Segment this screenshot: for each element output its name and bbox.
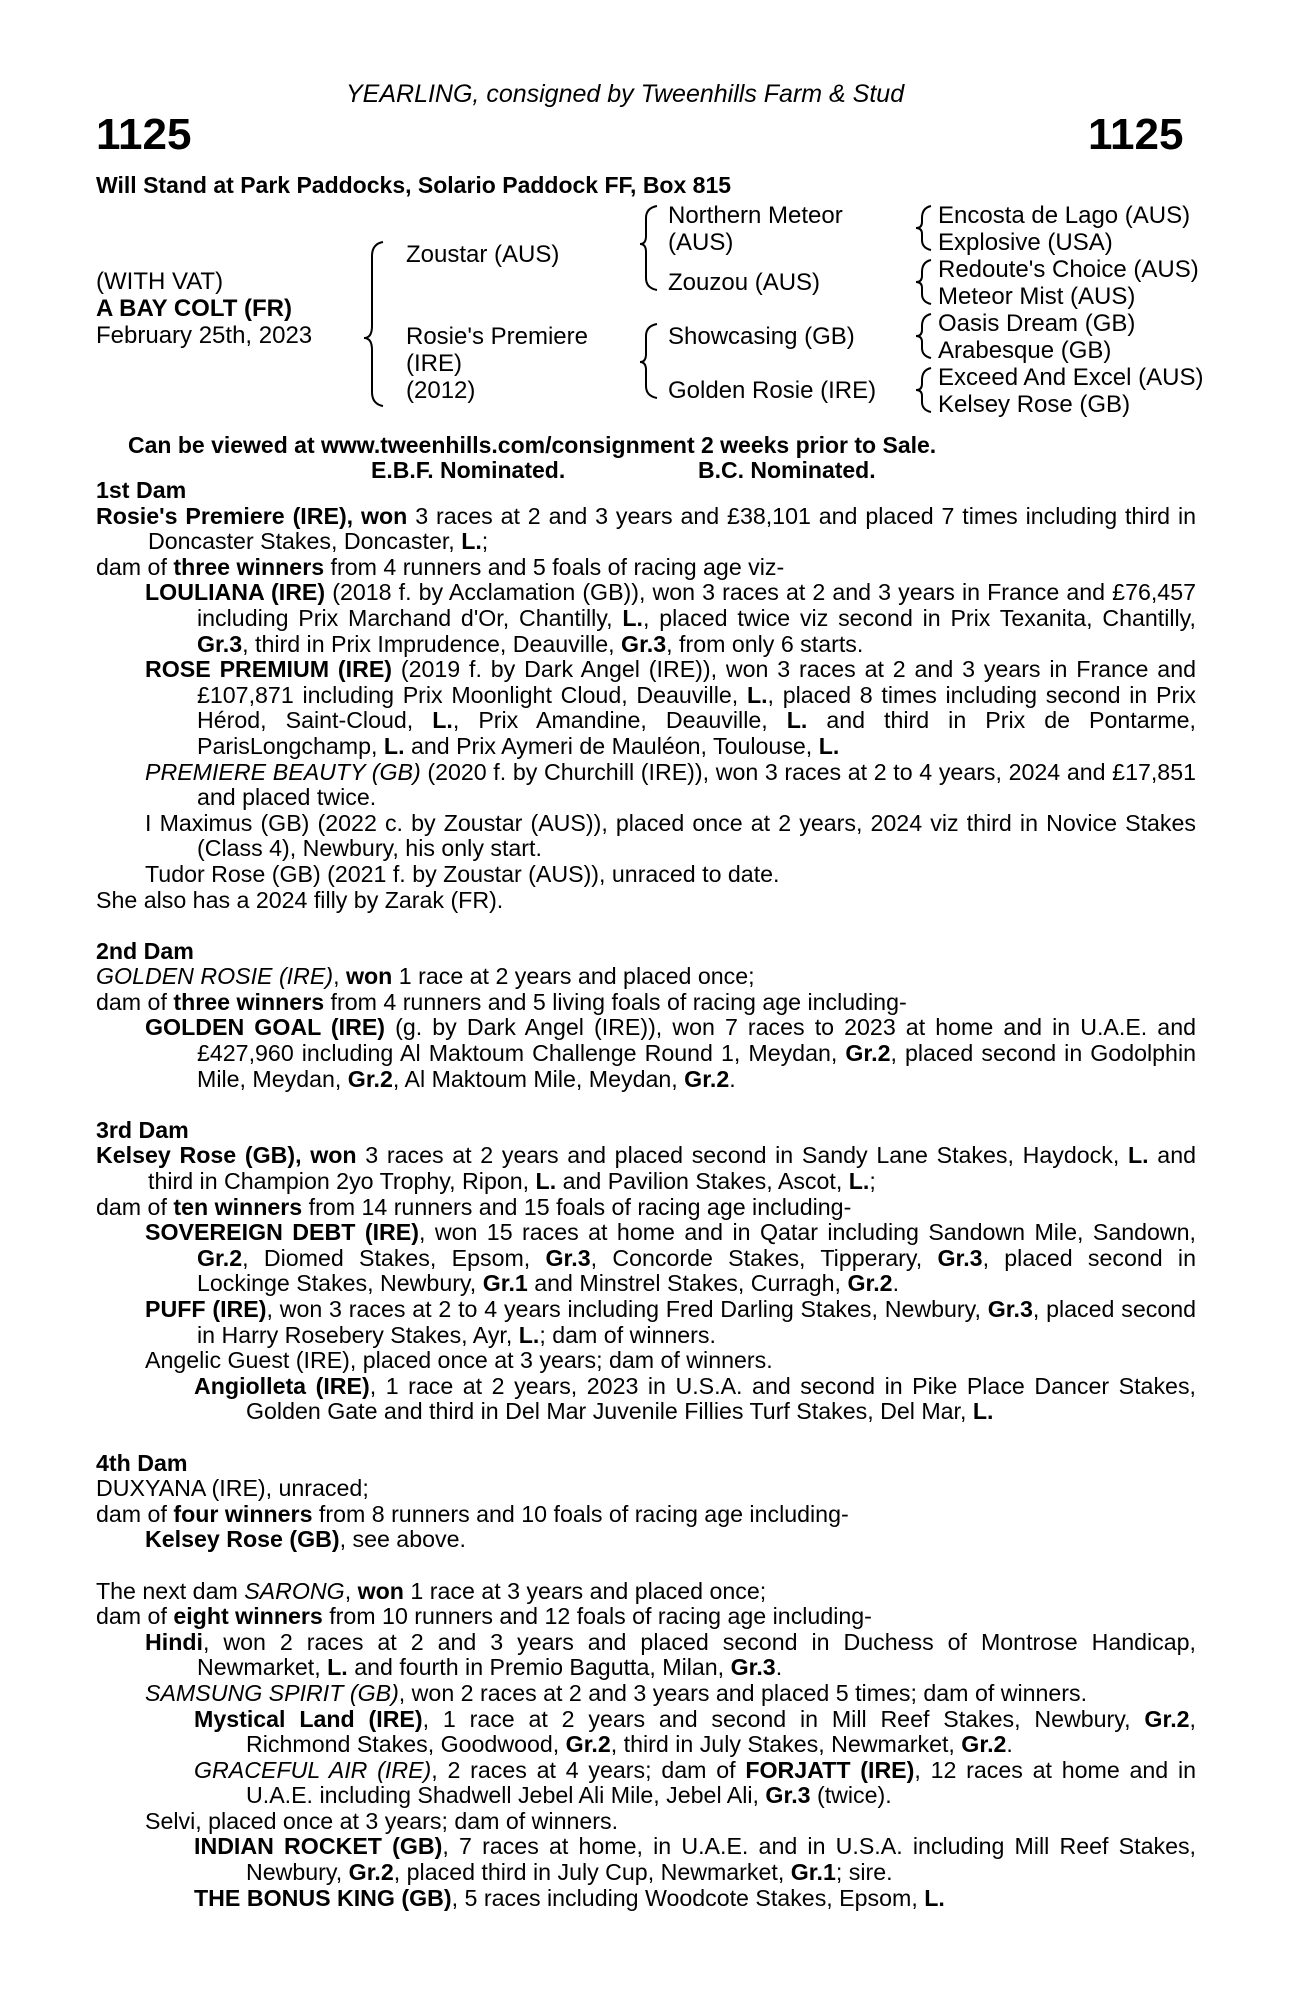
produce-kelsey-rose: Kelsey Rose (GB), see above. <box>145 1526 466 1553</box>
pedigree-sire: Zoustar (AUS) <box>406 241 560 268</box>
produce-sovereign-debt: SOVEREIGN DEBT (IRE), won 15 races at home and in Qatar including Sandown Mile, Sandown, Gr.2, Diomed Stakes, Epsom, Gr.3, Concorde Stakes, Tipperary, Gr.3, placed second in Lockinge Stakes, Newbury, Gr.1 and Minstrel Stakes, Curragh, Gr.2. <box>145 1219 1196 1297</box>
produce-premiere-beauty: PREMIERE BEAUTY (GB) (2020 f. by Churchill (IRE)), won 3 races at 2 to 4 years, 2024 and £17,851 and placed twice. <box>145 758 1196 811</box>
foaling-date: February 25th, 2023 <box>96 322 313 349</box>
pedigree-g3-7: Exceed And Excel (AUS) <box>938 364 1204 391</box>
pedigree-g3-2: Explosive (USA) <box>938 229 1113 256</box>
pedigree-dam-dam: Golden Rosie (IRE) <box>668 377 877 404</box>
produce-selvi: Selvi, placed once at 3 years; dam of winners. <box>145 1807 619 1834</box>
vat-note: (WITH VAT) <box>96 268 224 295</box>
pedigree-notes-body <box>96 478 1196 1911</box>
third-dam-produce-summary: dam of ten winners from 14 runners and 15 foals of racing age including- <box>96 1193 852 1220</box>
lot-number-left: 1125 <box>96 110 192 159</box>
third-dam-heading: 3rd Dam <box>96 1116 189 1143</box>
produce-angiolleta: Angiolleta (IRE), 1 race at 2 years, 2023 in U.S.A. and second in Pike Place Dancer Stakes, Golden Gate and third in Del Mar Juvenile Fillies Turf Stakes, Del Mar, L. <box>194 1372 1196 1425</box>
first-dam-record: Rosie's Premiere (IRE), won 3 races at 2 and 3 years and £38,101 and placed 7 times including third in Doncaster Stakes, Doncaster, L.; <box>96 502 1197 555</box>
third-dam-record: Kelsey Rose (GB), won 3 races at 2 years and placed second in Sandy Lane Stakes, Haydock, L. and third in Champion 2yo Trophy, Ripon, L. and Pavilion Stakes, Ascot, L.; <box>96 1142 1196 1195</box>
produce-2024-filly: She also has a 2024 filly by Zarak (FR). <box>96 886 504 913</box>
viewing-note: Can be viewed at www.tweenhills.com/consignment 2 weeks prior to Sale. <box>128 432 937 458</box>
pedigree-dam-line3: (2012) <box>406 377 476 404</box>
pedigree-g3-5: Oasis Dream (GB) <box>938 310 1136 337</box>
pedigree-sire-sire-line2: (AUS) <box>668 229 734 256</box>
pedigree-sire-sire-line1: Northern Meteor <box>668 202 843 229</box>
bc-nomination: B.C. Nominated. <box>698 457 876 483</box>
pedigree-dam-line2: (IRE) <box>406 350 462 377</box>
produce-tudor-rose: Tudor Rose (GB) (2021 f. by Zoustar (AUS)), unraced to date. <box>145 860 780 887</box>
lot-number-right: 1125 <box>1088 110 1184 159</box>
consignor-line: YEARLING, consigned by Tweenhills Farm & Stud <box>346 80 905 108</box>
stand-location: Will Stand at Park Paddocks, Solario Paddock FF, Box 815 <box>96 172 732 198</box>
produce-samsung-spirit: SAMSUNG SPIRIT (GB), won 2 races at 2 and 3 years and placed 5 times; dam of winners. <box>145 1679 1088 1706</box>
pedigree-g3-1: Encosta de Lago (AUS) <box>938 202 1191 229</box>
produce-rose-premium: ROSE PREMIUM (IRE) (2019 f. by Dark Angel (IRE)), won 3 races at 2 and 3 years in France and £107,871 including Prix Moonlight Cloud, Deauville, L., placed 8 times including second in Prix Hérod, Saint-Cloud, L., Prix Amandine, Deauville, L. and third in Prix de Pontarme, ParisLongchamp, L. and Prix Aymeri de Mauléon, Toulouse, L. <box>145 656 1196 759</box>
next-dam-produce-summary: dam of eight winners from 10 runners and 12 foals of racing age including- <box>96 1603 872 1630</box>
next-dam-record: The next dam SARONG, won 1 race at 3 years and placed once; <box>96 1577 767 1604</box>
pedigree-g3-4: Meteor Mist (AUS) <box>938 283 1136 310</box>
pedigree-g3-3: Redoute's Choice (AUS) <box>938 256 1199 283</box>
pedigree-sire-dam: Zouzou (AUS) <box>668 269 821 296</box>
produce-mystical-land: Mystical Land (IRE), 1 race at 2 years and second in Mill Reef Stakes, Newbury, Gr.2, Richmond Stakes, Goodwood, Gr.2, third in July Stakes, Newmarket, Gr.2. <box>194 1705 1196 1758</box>
fourth-dam-heading: 4th Dam <box>96 1449 188 1476</box>
produce-puff: PUFF (IRE), won 3 races at 2 to 4 years including Fred Darling Stakes, Newbury, Gr.3, placed second in Harry Rosebery Stakes, Ayr, L.; dam of winners. <box>145 1296 1197 1348</box>
horse-name: A BAY COLT (FR) <box>96 295 292 322</box>
fourth-dam-produce-summary: dam of four winners from 8 runners and 10 foals of racing age including- <box>96 1500 849 1527</box>
second-dam-produce-summary: dam of three winners from 4 runners and 5 living foals of racing age including- <box>96 988 907 1015</box>
fourth-dam-record: DUXYANA (IRE), unraced; <box>96 1475 369 1502</box>
first-dam-produce-summary: dam of three winners from 4 runners and 5 foals of racing age viz- <box>96 553 785 580</box>
produce-the-bonus-king: THE BONUS KING (GB), 5 races including Woodcote Stakes, Epsom, L. <box>194 1884 945 1911</box>
pedigree-g3-8: Kelsey Rose (GB) <box>938 391 1131 418</box>
ebf-nomination: E.B.F. Nominated. <box>371 457 566 483</box>
second-dam-heading: 2nd Dam <box>96 937 194 964</box>
produce-graceful-air: GRACEFUL AIR (IRE), 2 races at 4 years; dam of FORJATT (IRE), 12 races at home and in U.A.E. including Shadwell Jebel Ali Mile, Jebel Ali, Gr.3 (twice). <box>194 1756 1197 1809</box>
second-dam-record: GOLDEN ROSIE (IRE), won 1 race at 2 years and placed once; <box>96 963 755 990</box>
produce-i-maximus: I Maximus (GB) (2022 c. by Zoustar (AUS)), placed once at 2 years, 2024 viz third in Novice Stakes (Class 4), Newbury, his only start. <box>145 809 1196 862</box>
pedigree-dam-sire: Showcasing (GB) <box>668 323 855 350</box>
first-dam-heading: 1st Dam <box>96 477 187 503</box>
pedigree-dam-line1: Rosie's Premiere <box>406 323 588 350</box>
produce-louliana: LOULIANA (IRE) (2018 f. by Acclamation (GB)), won 3 races at 2 and 3 years in France and £76,457 including Prix Marchand d'Or, Chantilly, L., placed twice viz second in Prix Texanita, Chantilly, Gr.3, third in Prix Imprudence, Deauville, Gr.3, from only 6 starts. <box>145 579 1196 657</box>
produce-hindi: Hindi, won 2 races at 2 and 3 years and placed second in Duchess of Montrose Handicap, Newmarket, L. and fourth in Premio Bagutta, Milan, Gr.3. <box>145 1628 1196 1681</box>
produce-indian-rocket: INDIAN ROCKET (GB), 7 races at home, in U.A.E. and in U.S.A. including Mill Reef Stakes, Newbury, Gr.2, placed third in July Cup, Newmarket, Gr.1; sire. <box>194 1833 1196 1886</box>
produce-golden-goal: GOLDEN GOAL (IRE) (g. by Dark Angel (IRE)), won 7 races to 2023 at home and in U.A.E. and £427,960 including Al Maktoum Challenge Round 1, Meydan, Gr.2, placed second in Godolphin Mile, Meydan, Gr.2, Al Maktoum Mile, Meydan, Gr.2. <box>145 1014 1196 1092</box>
produce-angelic-guest: Angelic Guest (IRE), placed once at 3 years; dam of winners. <box>145 1347 773 1374</box>
pedigree-g3-6: Arabesque (GB) <box>938 337 1112 364</box>
